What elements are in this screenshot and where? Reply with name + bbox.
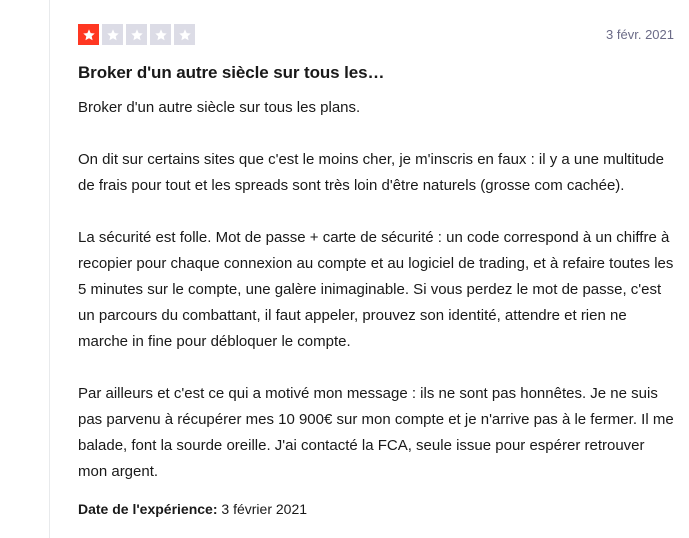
experience-date-label: Date de l'expérience: xyxy=(78,501,218,517)
star-icon-4 xyxy=(150,24,171,45)
experience-date-value: 3 février 2021 xyxy=(221,501,308,517)
review-paragraph: On dit sur certains sites que c'est le moins cher, je m'inscris en faux : il y a une multitude de frais pour tout et les spreads sont très loin d'être naturels (grosse com cachée). xyxy=(78,151,664,194)
star-icon-5 xyxy=(174,24,195,45)
star-rating xyxy=(78,24,195,45)
star-icon-2 xyxy=(102,24,123,45)
review-title: Broker d'un autre siècle sur tous les… xyxy=(78,63,385,82)
review-published-date: 3 févr. 2021 xyxy=(606,27,674,42)
experience-date xyxy=(78,485,674,519)
star-icon-1 xyxy=(78,24,99,45)
review-header xyxy=(78,0,674,45)
review-paragraph: Par ailleurs et c'est ce qui a motivé mon message : ils ne sont pas honnêtes. Je ne suis pas parvenu à récupérer mes 10 900€ sur mon compte et je n'arrive pas à le fermer. Il me balade, font la sourde oreille. J'ai contacté la FCA, seule issue pour espérer retrouver mon argent. xyxy=(78,385,674,480)
review-paragraph: Broker d'un autre siècle sur tous les plans. xyxy=(78,99,361,116)
star-icon-3 xyxy=(126,24,147,45)
left-divider xyxy=(49,0,50,538)
review-text xyxy=(78,83,674,485)
review-card xyxy=(78,0,674,519)
review-paragraph: La sécurité est folle. Mot de passe + carte de sécurité : un code correspond à un chiffre à recopier pour chaque connexion au compte et au logiciel de trading, et à refaire toutes les 5 minutes sur le compte, une galère inimaginable. Si vous perdez le mot de passe, c'est un parcours du combattant, il faut appeler, prouvez son identité, attendre et rien ne marche in fine pour débloquer le compte. xyxy=(78,229,674,350)
